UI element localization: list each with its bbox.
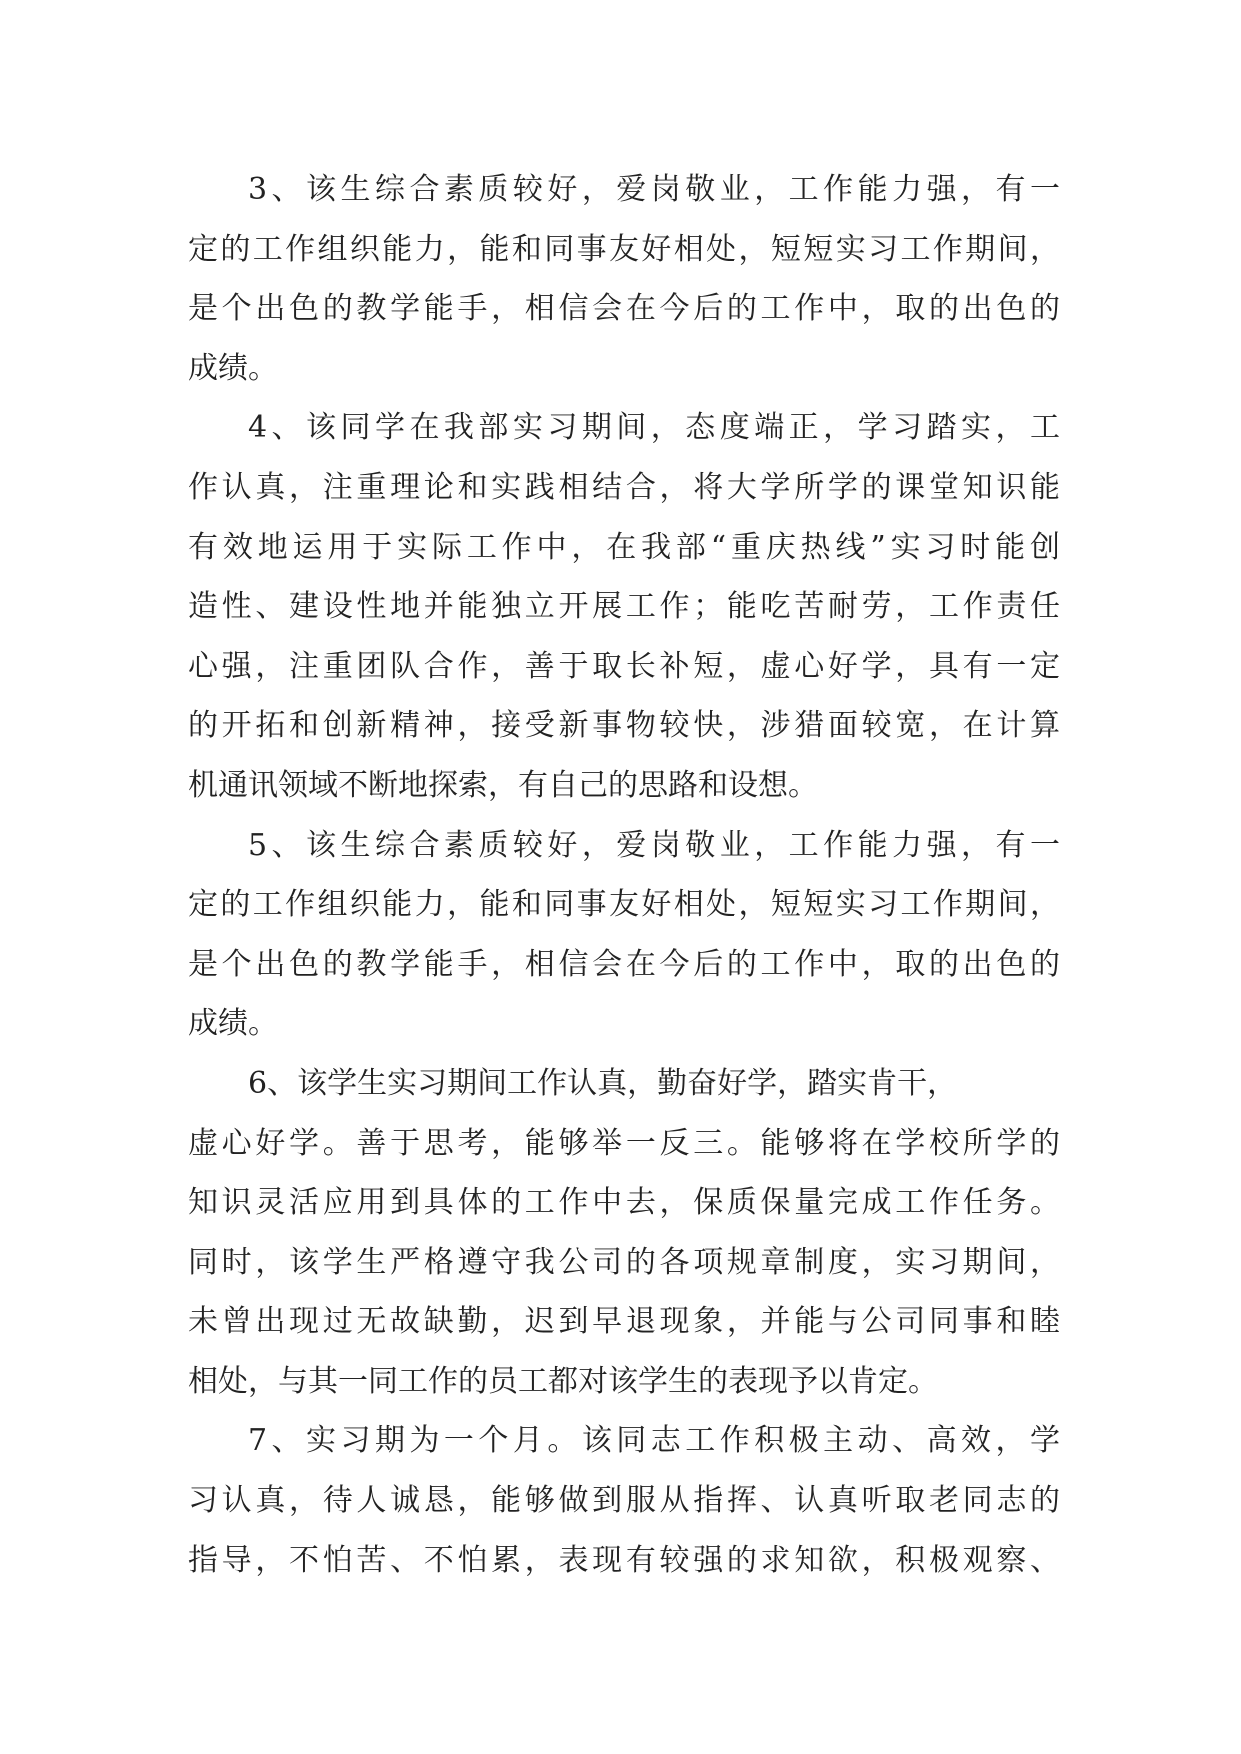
text-line: 6、该学生实习期间工作认真，勤奋好学，踏实肯干， xyxy=(248,1065,958,1101)
paragraph-3 xyxy=(188,160,1060,398)
paragraph-7 xyxy=(188,1411,1060,1590)
paragraph-4 xyxy=(188,398,1060,815)
text-line: 5、该生综合素质较好，爱岗敬业，工作能力强，有一 xyxy=(248,827,1060,863)
text-line: 4、该同学在我部实习期间，态度端正，学习踏实，工 xyxy=(248,410,1060,446)
text-line: 7、实习期为一个月。该同志工作积极主动、高效，学 xyxy=(248,1423,1060,1459)
text-line: 作认真，注重理论和实践相结合，将大学所学的课堂知识能 xyxy=(188,469,1060,505)
text-line: 习认真，待人诚恳，能够做到服从指挥、认真听取老同志的 xyxy=(188,1483,1060,1519)
text-line: 是个出色的教学能手，相信会在今后的工作中，取的出色的 xyxy=(188,946,1060,982)
text-line: 知识灵活应用到具体的工作中去，保质保量完成工作任务。 xyxy=(188,1185,1060,1221)
paragraph-5 xyxy=(188,816,1060,1054)
text-line: 相处，与其一同工作的员工都对该学生的表现予以肯定。 xyxy=(188,1363,938,1399)
text-line: 3、该生综合素质较好，爱岗敬业，工作能力强，有一 xyxy=(248,172,1060,207)
text-line: 定的工作组织能力，能和同事友好相处，短短实习工作期间， xyxy=(188,231,1060,267)
text-line: 定的工作组织能力，能和同事友好相处，短短实习工作期间， xyxy=(188,887,1060,923)
text-line: 未曾出现过无故缺勤，迟到早退现象，并能与公司同事和睦 xyxy=(188,1304,1060,1340)
text-line: 虚心好学。善于思考，能够举一反三。能够将在学校所学的 xyxy=(188,1125,1060,1161)
text-line: 成绩。 xyxy=(188,350,278,386)
text-line: 心强，注重团队合作，善于取长补短，虚心好学，具有一定 xyxy=(188,648,1060,684)
text-line: 指导，不怕苦、不怕累，表现有较强的求知欲，积极观察、 xyxy=(188,1542,1060,1578)
text-line: 机通讯领域不断地探索，有自己的思路和设想。 xyxy=(188,767,818,803)
text-line: 有效地运用于实际工作中，在我部“重庆热线”实习时能创 xyxy=(188,529,1060,565)
paragraph-6 xyxy=(188,1054,1060,1412)
text-line: 的开拓和创新精神，接受新事物较快，涉猎面较宽，在计算 xyxy=(188,708,1060,744)
text-line: 成绩。 xyxy=(188,1006,278,1042)
text-line: 是个出色的教学能手，相信会在今后的工作中，取的出色的 xyxy=(188,291,1060,327)
text-line: 同时，该学生严格遵守我公司的各项规章制度，实习期间， xyxy=(188,1244,1060,1280)
text-line: 造性、建设性地并能独立开展工作；能吃苦耐劳，工作责任 xyxy=(188,589,1060,625)
document-body xyxy=(188,160,1060,1590)
